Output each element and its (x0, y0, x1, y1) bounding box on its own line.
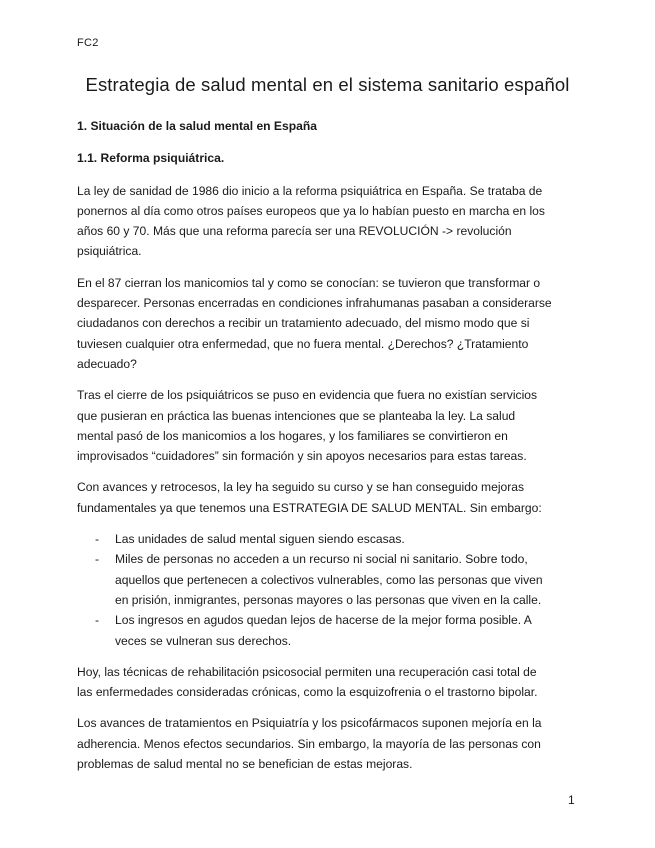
bullet-marker: - (95, 552, 100, 567)
paragraph: La ley de sanidad de 1986 dio inicio a la reforma psiquiátrica en España. Se trataba de ponernos al día como otros países europeos que ya lo habían puesto en marcha en los años 60 y 70. Más que una reforma parecía ser una REVOLUCIÓN -> revolución psiquiátrica. (77, 183, 545, 259)
paragraph: Los avances de tratamientos en Psiquiatría y los psicofármacos suponen mejoría en la adherencia. Menos efectos secundarios. Sin embargo, la mayoría de las personas con problemas de salud mental no se benefician de estas mejoras. (77, 716, 542, 772)
header-label: FC2 (77, 37, 99, 49)
section-heading: 1. Situación de la salud mental en España (77, 119, 317, 133)
page-number: 1 (568, 793, 575, 807)
paragraph: En el 87 cierran los manicomios tal y como se conocían: se tuvieron que transformar o desparecer. Personas encerradas en condiciones infrahumanas pasaban a considerarse ciudadanos con derechos a recibir un tratamiento adecuado, del mismo modo que si tuviesen cualquier otra enfermedad, que no fuera mental. ¿Derechos? ¿Tratamiento adecuado? (77, 275, 552, 371)
bullet-list (77, 529, 552, 651)
paragraph: Hoy, las técnicas de rehabilitación psicosocial permiten una recuperación casi total de las enfermedades consideradas crónicas, como la esquizofrenia o el trastorno bipolar. (77, 664, 538, 700)
list-item-text: Miles de personas no acceden a un recurso ni social ni sanitario. Sobre todo, aquellos que pertenecen a colectivos vulnerables, como las personas que viven en prisión, inmigrantes, personas mayores o las personas que viven en la calle. (115, 552, 543, 607)
list-item (77, 610, 552, 651)
list-item-text: Los ingresos en agudos quedan lejos de hacerse de la mejor forma posible. A veces se vulneran sus derechos. (115, 613, 532, 648)
list-item (77, 549, 552, 610)
list-item-text: Las unidades de salud mental siguen siendo escasas. (115, 532, 405, 547)
paragraph: Tras el cierre de los psiquiátricos se puso en evidencia que fuera no existían servicios que pusieran en práctica las buenas intenciones que se planteaba la ley. La salud mental pasó de los manicomios a los hogares, y los familiares se convirtieron en improvisados “cuidadores” sin formación y sin apoyos necesarios para estas tareas. (77, 388, 538, 464)
bullet-marker: - (95, 613, 100, 628)
subsection-heading: 1.1. Reforma psiquiátrica. (77, 151, 225, 166)
bullet-marker: - (95, 532, 100, 547)
document-title: Estrategia de salud mental en el sistema sanitario español (85, 74, 570, 95)
paragraph: Con avances y retrocesos, la ley ha seguido su curso y se han conseguido mejoras fundamentales ya que tenemos una ESTRATEGIA DE SALUD MENTAL. Sin embargo: (77, 480, 542, 515)
document-body (77, 116, 552, 785)
list-item (77, 529, 552, 549)
